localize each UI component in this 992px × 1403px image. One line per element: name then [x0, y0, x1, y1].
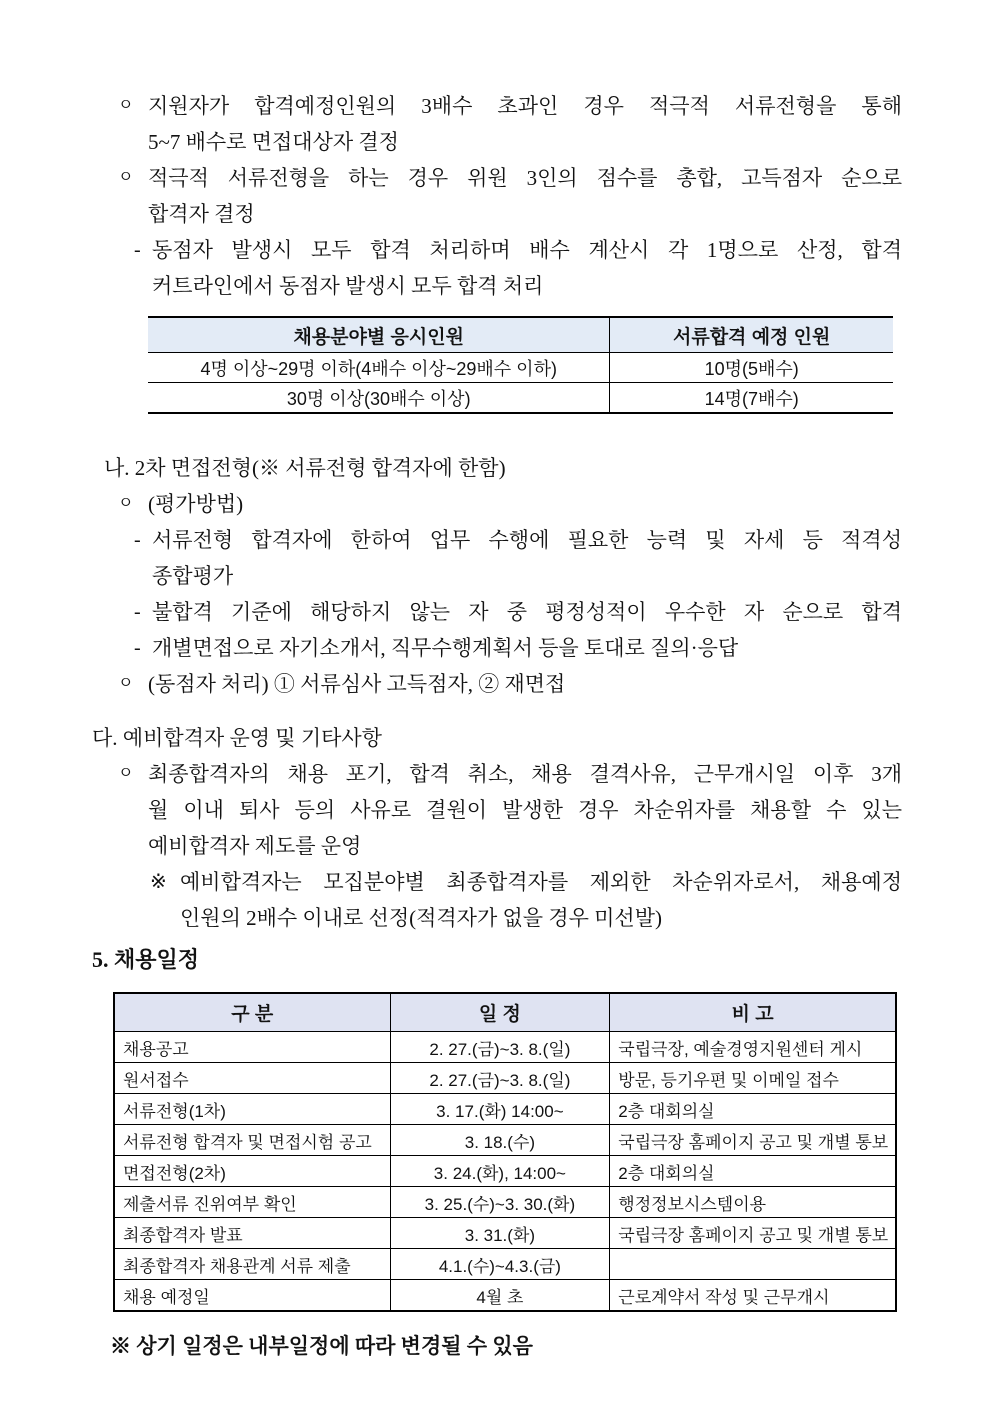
schedule-table [113, 992, 897, 1312]
paragraph-lines [180, 864, 902, 936]
table-row [114, 1156, 896, 1187]
table-cell: 근로계약서 작성 및 근무개시 [610, 1280, 896, 1312]
table-cell: 방문, 등기우편 및 이메일 접수 [610, 1063, 896, 1094]
paragraph-lines [152, 630, 902, 666]
table-row [114, 1063, 896, 1094]
table-cell: 국립극장 홈페이지 공고 및 개별 통보 [610, 1218, 896, 1249]
table-cell: 4.1.(수)~4.3.(금) [390, 1249, 610, 1280]
text-line: 커트라인에서 동점자 발생시 모두 합격 처리 [152, 274, 544, 298]
text-line: 예비합격자 제도를 운영 [148, 834, 362, 858]
bullet-marker: ㅇ [118, 169, 134, 186]
table-cell: 3. 17.(화) 14:00~ [390, 1094, 610, 1125]
table-cell: 2. 27.(금)~3. 8.(일) [390, 1063, 610, 1094]
section-heading-interview: 나. 2차 면접전형(※ 서류전형 합격자에 한함) [104, 456, 506, 480]
column-header: 구 분 [114, 993, 390, 1032]
table-cell: 3. 18.(수) [390, 1125, 610, 1156]
table-cell: 10명(5배수) [610, 353, 893, 383]
bullet-marker: ※ [150, 871, 167, 893]
paragraph-lines [148, 666, 902, 702]
table-cell: 3. 31.(화) [390, 1218, 610, 1249]
paragraph [118, 160, 902, 232]
table-cell: 최종합격자 발표 [114, 1218, 390, 1249]
table-cell: 국립극장, 예술경영지원센터 게시 [610, 1032, 896, 1063]
bullet-marker: ㅇ [118, 97, 134, 114]
table-row [114, 1032, 896, 1063]
table-row [148, 383, 893, 414]
paragraph [134, 630, 902, 666]
table-cell: 서류전형(1차) [114, 1094, 390, 1125]
bullet-marker: - [134, 637, 141, 659]
paragraph-lines [152, 522, 902, 594]
table-cell: 4월 초 [390, 1280, 610, 1312]
text-line: 합격자 결정 [148, 202, 255, 226]
table-cell: 최종합격자 채용관계 서류 제출 [114, 1249, 390, 1280]
text-line: 월 이내 퇴사 등의 사유로 결원이 발생한 경우 차순위자를 채용할 수 있는 [148, 798, 902, 822]
interview-paragraphs [92, 486, 902, 702]
section-heading-reserve: 다. 예비합격자 운영 및 기타사항 [92, 726, 382, 750]
text-line: 종합평가 [152, 564, 234, 588]
table-row [148, 353, 893, 383]
paragraph [134, 522, 902, 594]
screening-rules-paragraphs [92, 88, 902, 304]
schedule-footnote: ※ 상기 일정은 내부일정에 따라 변경될 수 있음 [110, 1334, 533, 1358]
paragraph-lines [148, 160, 902, 232]
text-line: 불합격 기준에 해당하지 않는 자 중 평정성적이 우수한 자 순으로 합격 [152, 600, 902, 624]
table-cell: 3. 24.(화), 14:00~ [390, 1156, 610, 1187]
paragraph [134, 594, 902, 630]
bullet-marker: - [134, 601, 141, 623]
table-cell: 2. 27.(금)~3. 8.(일) [390, 1032, 610, 1063]
table-cell: 3. 25.(수)~3. 30.(화) [390, 1187, 610, 1218]
table-cell: 제출서류 진위여부 확인 [114, 1187, 390, 1218]
table-cell: 14명(7배수) [610, 383, 893, 414]
paragraph-lines [148, 756, 902, 864]
column-header: 서류합격 예정 인원 [610, 317, 893, 353]
table-cell: 2층 대회의실 [610, 1094, 896, 1125]
paragraph-lines [152, 232, 902, 304]
section-heading-schedule: 5. 채용일정 [92, 947, 200, 972]
text-line: 개별면접으로 자기소개서, 직무수행계획서 등을 토대로 질의·응답 [152, 636, 739, 660]
table-cell [610, 1249, 896, 1280]
table-cell: 채용공고 [114, 1032, 390, 1063]
column-header: 채용분야별 응시인원 [148, 317, 610, 353]
table-cell: 서류전형 합격자 및 면접시험 공고 [114, 1125, 390, 1156]
reserve-paragraphs [92, 756, 902, 936]
bullet-marker: ㅇ [118, 675, 134, 692]
bullet-marker: - [134, 239, 141, 261]
text-line: (동점자 처리) ① 서류심사 고득점자, ② 재면접 [148, 672, 566, 696]
paragraph [118, 666, 902, 702]
text-line: 지원자가 합격예정인원의 3배수 초과인 경우 적극적 서류전형을 통해 [148, 94, 902, 118]
table-header-row [148, 317, 893, 353]
paragraph [134, 232, 902, 304]
text-line: 서류전형 합격자에 한하여 업무 수행에 필요한 능력 및 자세 등 적격성 [152, 528, 902, 552]
table-cell: 30명 이상(30배수 이상) [286, 388, 471, 409]
table-header-row [114, 993, 896, 1032]
table-row [114, 1280, 896, 1312]
paragraph [118, 756, 902, 864]
paragraph [118, 88, 902, 160]
table-row [114, 1218, 896, 1249]
bullet-marker: ㅇ [118, 765, 134, 782]
paragraph [150, 864, 902, 936]
text-line: 최종합격자의 채용 포기, 합격 취소, 채용 결격사유, 근무개시일 이후 3개 [148, 762, 902, 786]
table-cell: 원서접수 [114, 1063, 390, 1094]
table-cell: 채용 예정일 [114, 1280, 390, 1312]
table-cell: 행정정보시스템이용 [610, 1187, 896, 1218]
bullet-marker: ㅇ [118, 495, 134, 512]
table-row [114, 1187, 896, 1218]
table-row [114, 1125, 896, 1156]
text-line: 예비합격자는 모집분야별 최종합격자를 제외한 차순위자로서, 채용예정 [180, 870, 902, 894]
bullet-marker: - [134, 529, 141, 551]
paragraph-lines [152, 594, 902, 630]
text-line: 동점자 발생시 모두 합격 처리하며 배수 계산시 각 1명으로 산정, 합격 [152, 238, 902, 262]
applicant-count-table [148, 316, 893, 414]
table-cell: 4명 이상~29명 이하(4배수 이상~29배수 이하) [148, 353, 610, 383]
table-cell: 2층 대회의실 [610, 1156, 896, 1187]
column-header: 비 고 [610, 993, 896, 1032]
text-line: 적극적 서류전형을 하는 경우 위원 3인의 점수를 총합, 고득점자 순으로 [148, 166, 902, 190]
paragraph-lines [148, 88, 902, 160]
text-line: (평가방법) [148, 492, 244, 516]
table-row [114, 1249, 896, 1280]
table-cell: 국립극장 홈페이지 공고 및 개별 통보 [610, 1125, 896, 1156]
paragraph [118, 486, 902, 522]
table-cell: 면접전형(2차) [114, 1156, 390, 1187]
text-line: 5~7 배수로 면접대상자 결정 [148, 130, 399, 154]
column-header: 일 정 [390, 993, 610, 1032]
text-line: 인원의 2배수 이내로 선정(적격자가 없을 경우 미선발) [180, 906, 662, 930]
table-row [114, 1094, 896, 1125]
paragraph-lines [148, 486, 902, 522]
